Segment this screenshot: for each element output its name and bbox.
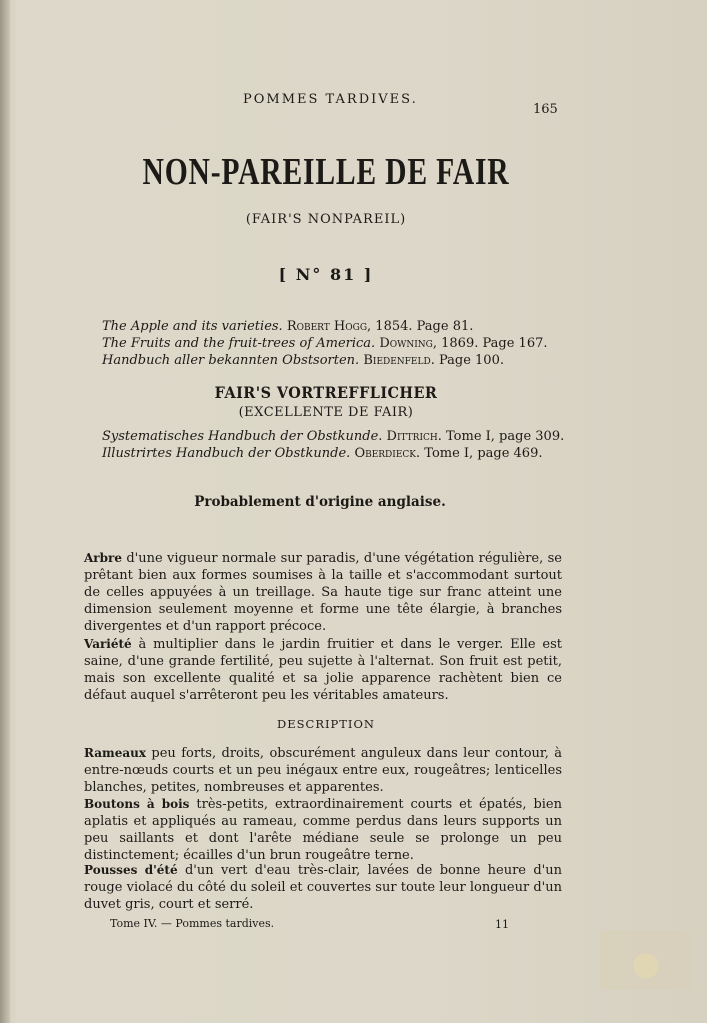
reference-author: Oberdieck [354, 446, 417, 461]
paragraph-text: à multiplier dans le jardin fruitier et dans le verger. Elle est saine, d'une grande fertilité, peu sujette à l'alternat. Son fruit est petit, mais son excellente qualité et sa jolie apparence rachètent bien ce défaut auquel s'arrêteront peu les véritables amateurs. [84, 637, 562, 703]
description-text: peu forts, droits, obscurément anguleux dans leur contour, à entre-nœuds courts et un peu inégaux entre eux, rougeâtres; lenticelles blanches, petites, nombreuses et apparentes. [84, 746, 562, 795]
paragraph-lead: Arbre [84, 551, 122, 565]
paragraph-variete [84, 636, 562, 704]
description-heading: DESCRIPTION [277, 717, 375, 731]
variety-number: [ N° 81 ] [278, 265, 374, 284]
synonym-title: FAIR'S VORTREFFLICHER [214, 383, 438, 402]
paragraph-text: d'une vigueur normale sur paradis, d'une végétation régulière, se prêtant bien aux formes soumises à la taille et s'accommodant surtout de celles appuyées à un treillage. Sa haute tige sur franc atteint une dimension seulement moyenne et forme une tête élargie, à branches divergentes et d'un rapport précoce. [84, 551, 562, 634]
synonym-reference-list [102, 428, 565, 462]
reference-detail: , 1869. Page 167. [432, 336, 548, 351]
reference-detail: , 1854. Page 81. [367, 319, 474, 334]
reference-item [102, 352, 532, 369]
reference-detail: . Tome I, page 309. [437, 429, 565, 444]
page-number: 165 [533, 102, 558, 117]
paragraph-lead: Variété [84, 637, 132, 651]
page-subtitle: (FAIR'S NONPAREIL) [245, 212, 407, 227]
footer-sheet-number: 11 [495, 918, 509, 931]
reference-detail: . Page 100. [430, 353, 504, 368]
reference-work: The Fruits and the fruit-trees of America. [102, 336, 376, 351]
description-lead: Pousses d'été [84, 863, 178, 877]
description-text: très-petits, extraordinairement courts et épatés, bien aplatis et appliqués au rameau, comme perdus dans leurs supports un peu saillants et dont l'arête médiane seule se prolonge un peu distinctement; écailles d'un brun rougeâtre terne. [84, 797, 562, 863]
description-boutons [84, 796, 562, 864]
paragraph-arbre [84, 550, 562, 635]
reference-author: Dittrich [386, 429, 438, 444]
reference-list [102, 318, 548, 369]
description-pousses [84, 862, 562, 913]
running-title: POMMES TARDIVES. [243, 92, 418, 107]
description-lead: Boutons à bois [84, 797, 190, 811]
reference-detail: . Tome I, page 469. [416, 446, 543, 461]
reference-work: Illustrirtes Handbuch der Obstkunde. [102, 446, 351, 461]
reference-author: Downing [379, 336, 433, 351]
reference-author: Biedenfeld [363, 353, 431, 368]
reference-work: The Apple and its varieties. [102, 319, 283, 334]
reference-item [102, 445, 543, 462]
footer-signature: Tome IV. — Pommes tardives. [110, 917, 275, 930]
page-title: NON-PAREILLE DE FAIR [142, 151, 510, 193]
origin-note: Probablement d'origine anglaise. [194, 494, 446, 510]
page-gutter [0, 0, 10, 1023]
description-text: d'un vert d'eau très-clair, lavées de bonne heure d'un rouge violacé du côté du soleil et couvertes sur toute leur longueur d'un duvet gris, court et serré. [84, 863, 562, 912]
reference-item [102, 335, 548, 352]
reference-item [102, 318, 532, 335]
library-stamp-watermark [600, 930, 692, 990]
description-lead: Rameaux [84, 746, 147, 760]
description-rameaux [84, 745, 562, 796]
reference-work: Handbuch aller bekannten Obstsorten. [102, 353, 360, 368]
synonym-subtitle: (EXCELLENTE DE FAIR) [238, 405, 414, 420]
reference-author: Robert Hogg [286, 319, 368, 334]
reference-work: Systematisches Handbuch der Obstkunde. [102, 429, 383, 444]
reference-item [102, 428, 565, 445]
